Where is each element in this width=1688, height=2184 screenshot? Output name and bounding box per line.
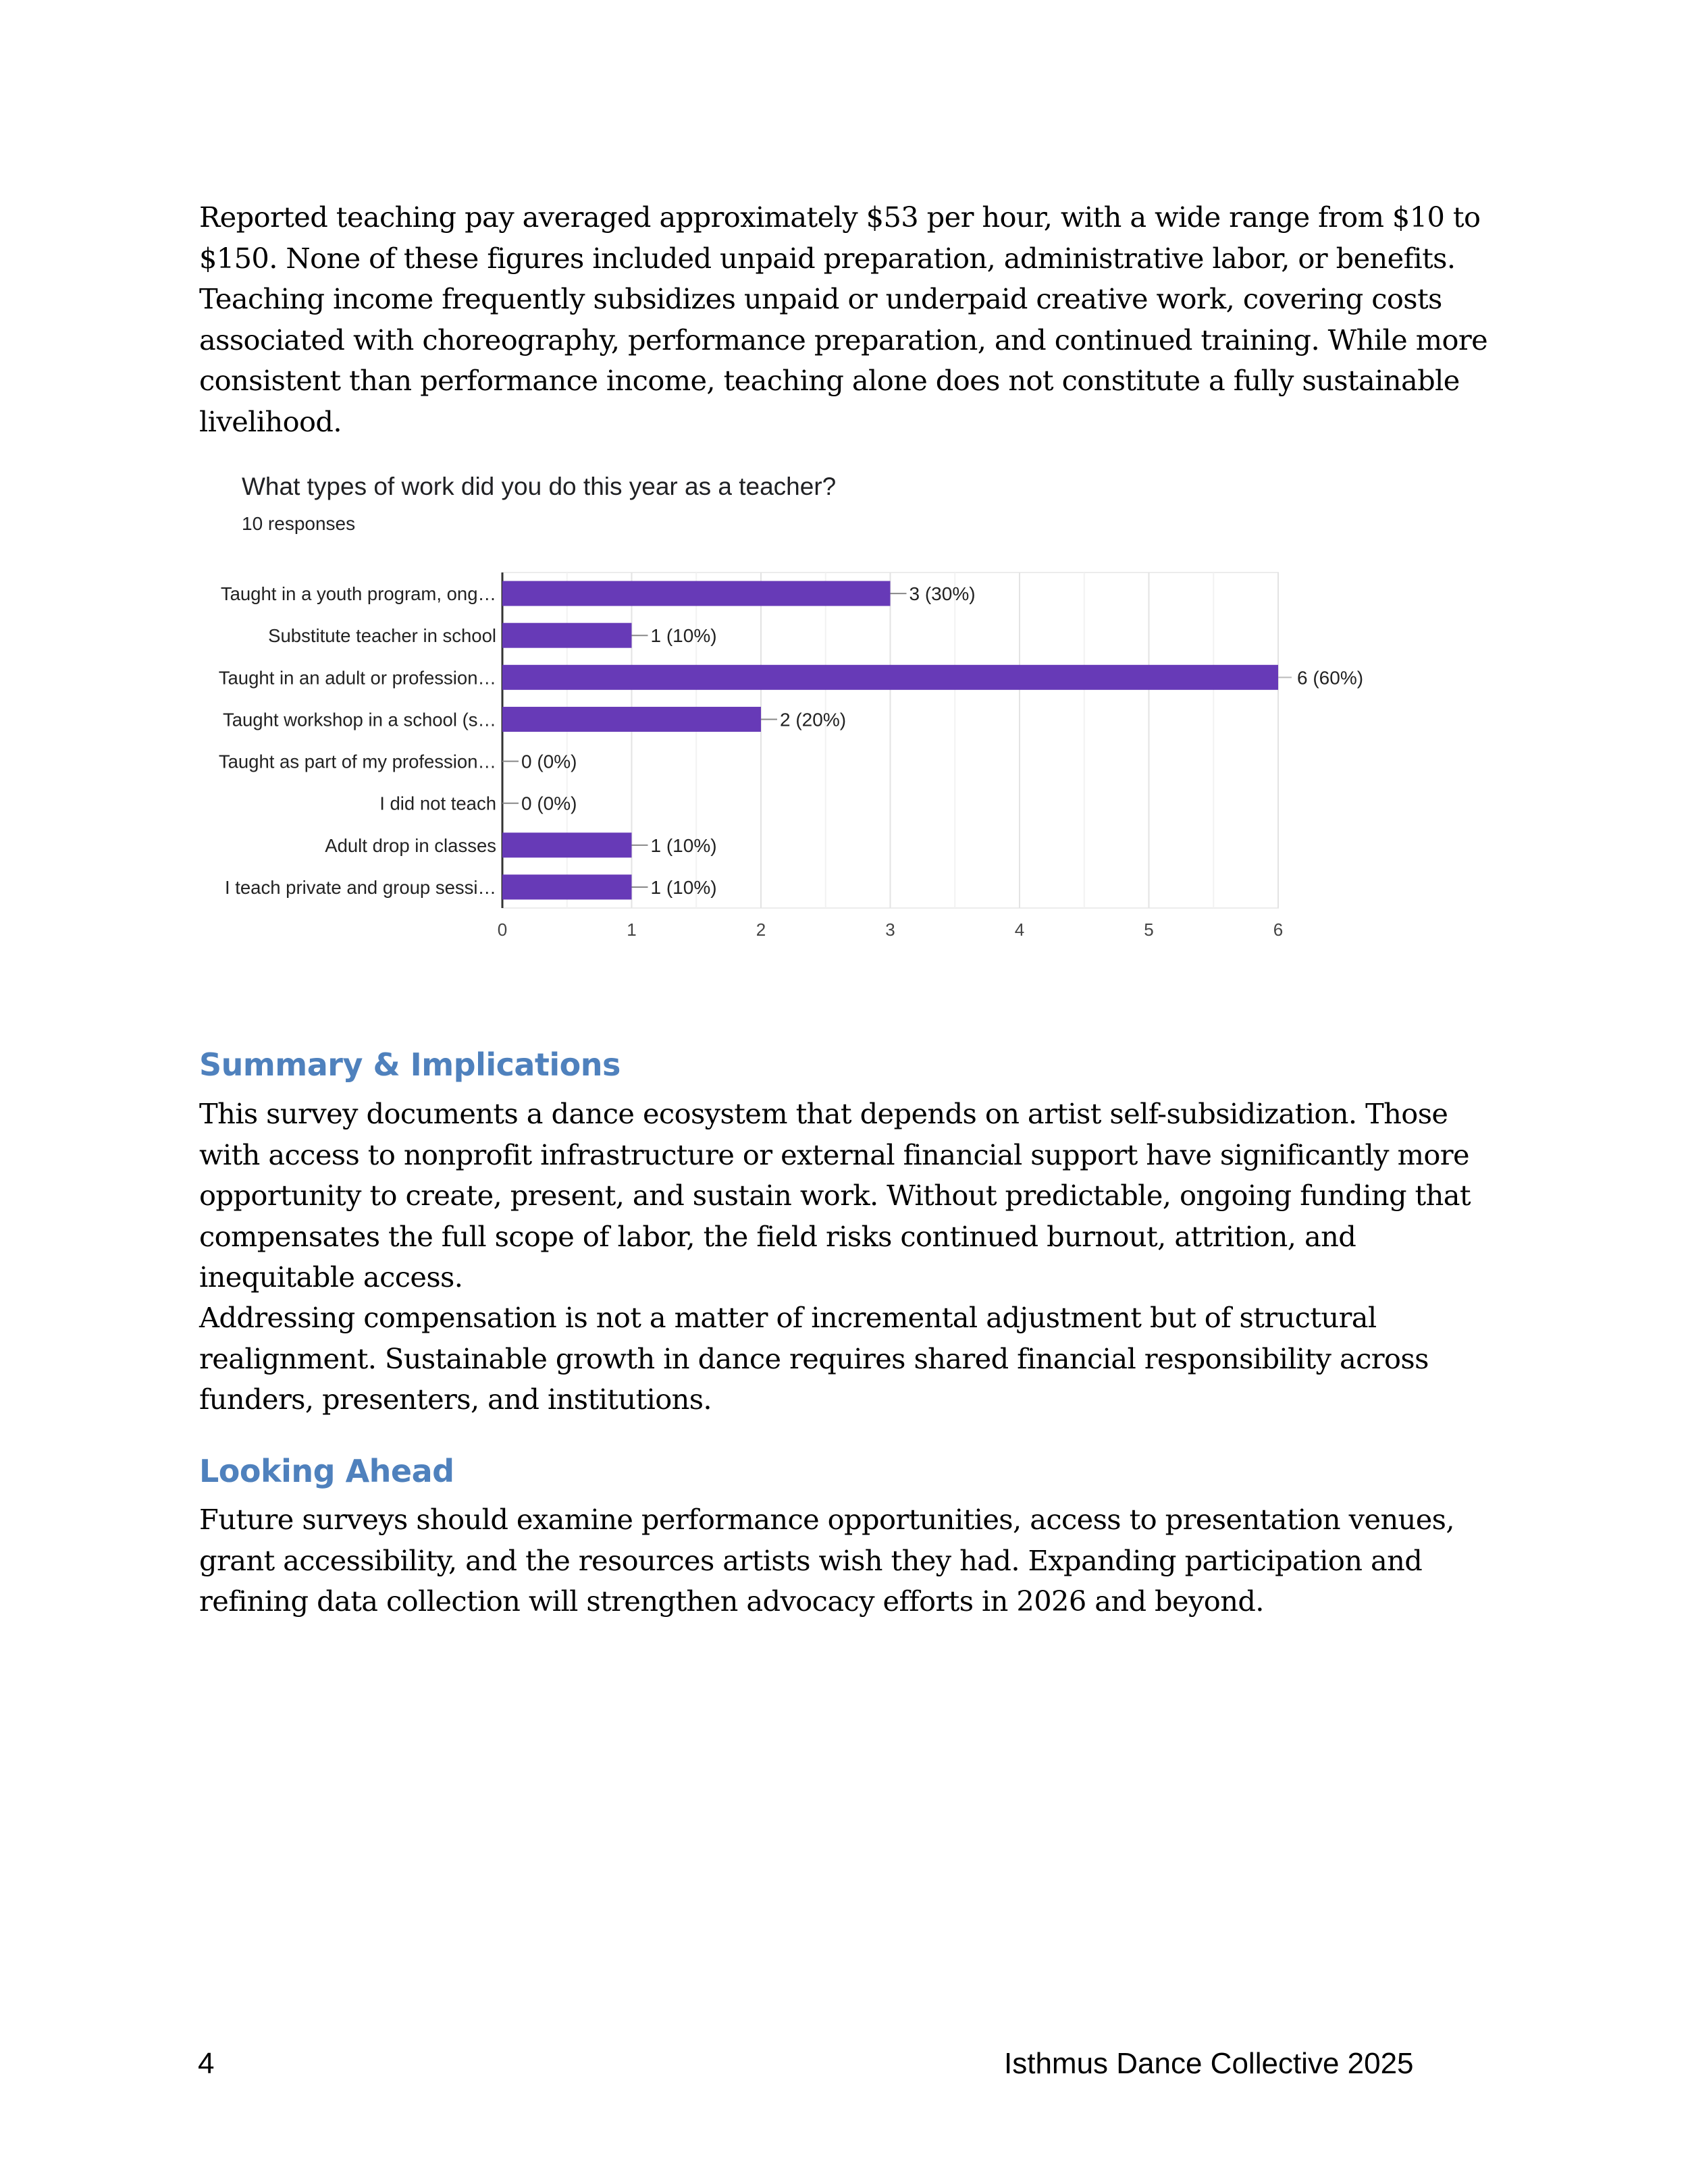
category-label: I did not teach [379, 793, 496, 814]
looking-ahead-heading: Looking Ahead [199, 1453, 454, 1489]
category-label: Taught in an adult or profession… [218, 667, 496, 689]
chart-subtitle: 10 responses [242, 513, 356, 534]
teacher-work-bar-chart [0, 0, 1688, 979]
category-label: I teach private and group sessi… [224, 876, 496, 898]
summary-heading: Summary & Implications [199, 1046, 621, 1083]
bar [502, 581, 891, 606]
data-label: 2 (20%) [780, 709, 847, 730]
category-label: Substitute teacher in school [268, 625, 496, 647]
bar [502, 832, 632, 857]
x-tick-label: 6 [1273, 920, 1284, 940]
data-label: 3 (30%) [909, 583, 976, 605]
summary-paragraph-2: Addressing compensation is not a matter of incremental adjustment but of structural realignment. Sustainable growth in dance requires shared financial responsibility across funders, presenters, and institutions. [199, 1301, 1429, 1416]
category-label: Taught workshop in a school (s… [222, 709, 496, 730]
looking-ahead-paragraph: Future surveys should examine performance opportunities, access to presentation venues, grant accessibility, and the resources artists wish they had. Expanding participation and refining data collection will strengthen advocacy efforts in 2026 and beyond. [199, 1503, 1454, 1618]
category-label: Taught in a youth program, ong… [220, 583, 496, 605]
chart-title: What types of work did you do this year as a teacher? [242, 473, 837, 500]
category-label: Adult drop in classes [325, 834, 496, 856]
data-label: 1 (10%) [650, 876, 717, 898]
x-tick-label: 1 [627, 920, 637, 940]
bar [502, 623, 632, 648]
summary-paragraph-1: This survey documents a dance ecosystem that depends on artist self-subsidization. Those with access to nonprofit infrastructure or external financial support have significantly more opportunity to create, present, and sustain work. Without predictable, ongoing funding that compensates the full scope of labor, the field risks continued burnout, attrition, and inequitable access. [199, 1097, 1471, 1294]
data-label: 1 (10%) [650, 625, 717, 647]
page-number: 4 [198, 2047, 215, 2080]
bar [502, 665, 1278, 690]
data-label: 6 (60%) [1297, 667, 1364, 689]
x-tick-label: 4 [1014, 920, 1025, 940]
bar [502, 874, 632, 899]
x-tick-label: 2 [756, 920, 766, 940]
x-tick-label: 0 [497, 920, 508, 940]
x-tick-label: 5 [1144, 920, 1154, 940]
data-label: 0 (0%) [521, 751, 577, 772]
x-tick-label: 3 [885, 920, 895, 940]
category-label: Taught as part of my profession… [218, 751, 496, 772]
intro-paragraph: Reported teaching pay averaged approximately $53 per hour, with a wide range from $10 to $150. None of these figures included unpaid preparation, administrative labor, or benefits. Teaching income frequently subsidizes unpaid or underpaid creative work, covering costs associated with choreography, performance preparation, and continued training. While more consistent than performance income, teaching alone does not constitute a fully sustainable livelihood. [199, 201, 1488, 438]
bar [502, 707, 761, 732]
footer-org: Isthmus Dance Collective 2025 [1004, 2047, 1414, 2080]
data-label: 0 (0%) [521, 793, 577, 814]
data-label: 1 (10%) [650, 834, 717, 856]
